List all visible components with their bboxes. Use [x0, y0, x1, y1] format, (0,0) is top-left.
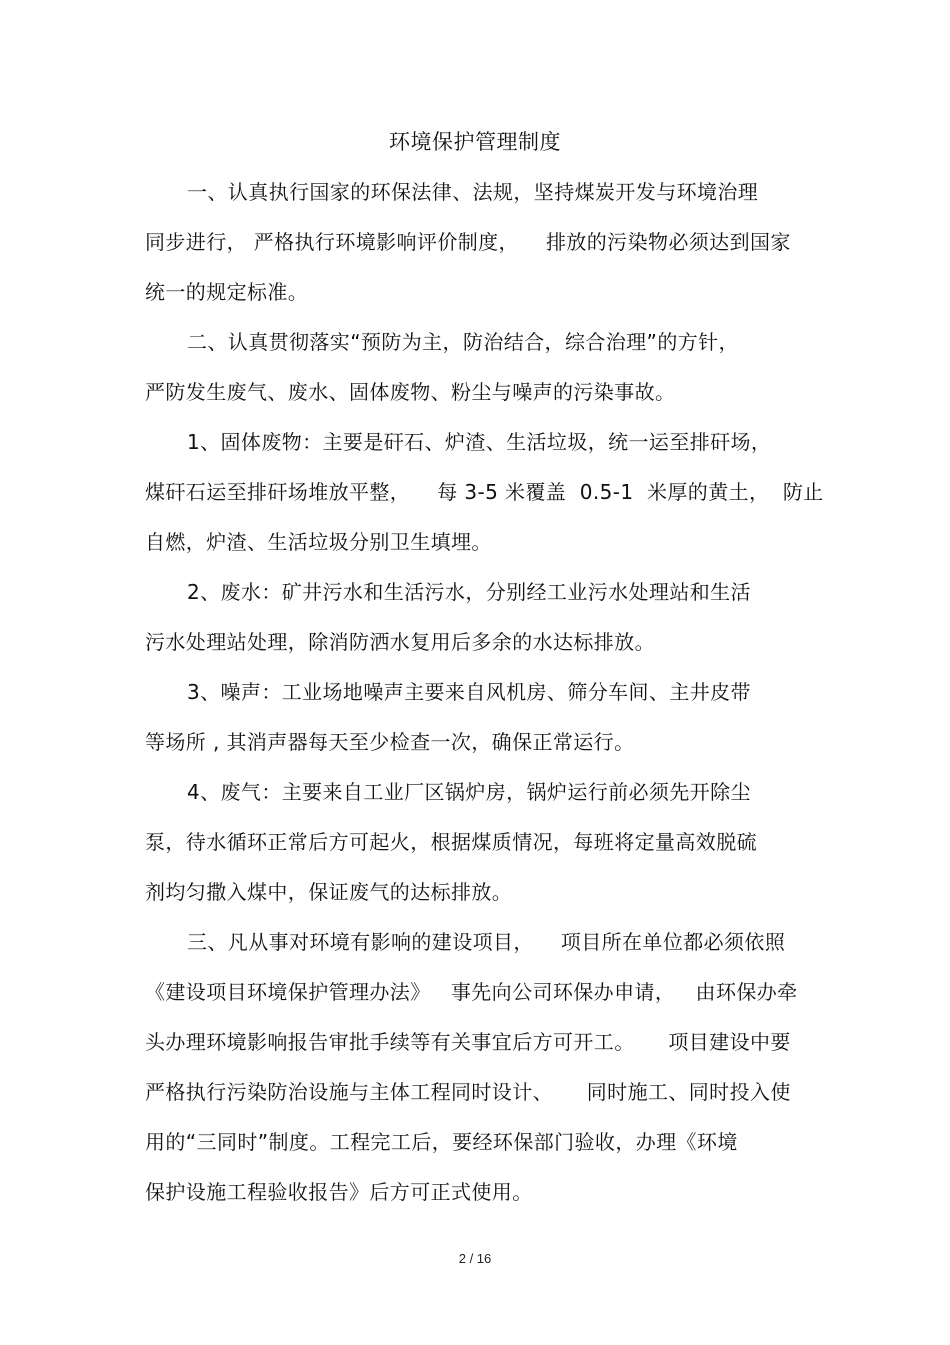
document-title: 环境保护管理制度	[389, 130, 561, 154]
paragraph-line: 一、认真执行国家的环保法律、法规，坚持煤炭开发与环境治理	[187, 180, 759, 204]
paragraph-line: 自燃，炉渣、生活垃圾分别卫生填埋。	[145, 530, 492, 554]
paragraph-line: 3、噪声：工业场地噪声主要来自风机房、筛分车间、主井皮带	[187, 680, 751, 704]
paragraph-line: 严防发生废气、废水、固体废物、粉尘与噪声的污染事故。	[145, 380, 676, 404]
paragraph-line: 4、废气：主要来自工业厂区锅炉房，锅炉运行前必须先开除尘	[187, 780, 751, 804]
paragraph-line: 《建设项目环境保护管理办法》 事先向公司环保办申请， 由环保办牵	[145, 980, 798, 1004]
paragraph-line: 泵，待水循环正常后方可起火，根据煤质情况，每班将定量高效脱硫	[145, 830, 757, 854]
paragraph-line: 等场所 , 其消声器每天至少检查一次，确保正常运行。	[145, 730, 635, 754]
paragraph-line: 1、固体废物：主要是矸石、炉渣、生活垃圾，统一运至排矸场，	[187, 430, 772, 454]
paragraph-line: 煤矸石运至排矸场堆放平整， 每 3-5 米覆盖 0.5-1 米厚的黄土， 防止	[145, 480, 824, 504]
paragraph-line: 同步进行， 严格执行环境影响评价制度， 排放的污染物必须达到国家	[145, 230, 791, 254]
paragraph-line: 二、认真贯彻落实“预防为主，防治结合，综合治理”的方针，	[187, 330, 739, 354]
page-number: 2 / 16	[458, 1251, 492, 1266]
paragraph-line: 2、废水：矿井污水和生活污水，分别经工业污水处理站和生活	[187, 580, 751, 604]
paragraph-line: 保护设施工程验收报告》后方可正式使用。	[145, 1180, 533, 1204]
paragraph-line: 严格执行污染防治设施与主体工程同时设计、 同时施工、同时投入使	[145, 1080, 791, 1104]
paragraph-line: 三、凡从事对环境有影响的建设项目， 项目所在单位都必须依照	[187, 930, 786, 954]
paragraph-line: 用的“三同时”制度。工程完工后，要经环保部门验收，办理《环境	[145, 1130, 738, 1154]
paragraph-line: 头办理环境影响报告审批手续等有关事宜后方可开工。 项目建设中要	[145, 1030, 791, 1054]
paragraph-line: 剂均匀撒入煤中，保证废气的达标排放。	[145, 880, 513, 904]
paragraph-line: 污水处理站处理，除消防洒水复用后多余的水达标排放。	[145, 630, 655, 654]
paragraph-line: 统一的规定标准。	[145, 280, 309, 304]
